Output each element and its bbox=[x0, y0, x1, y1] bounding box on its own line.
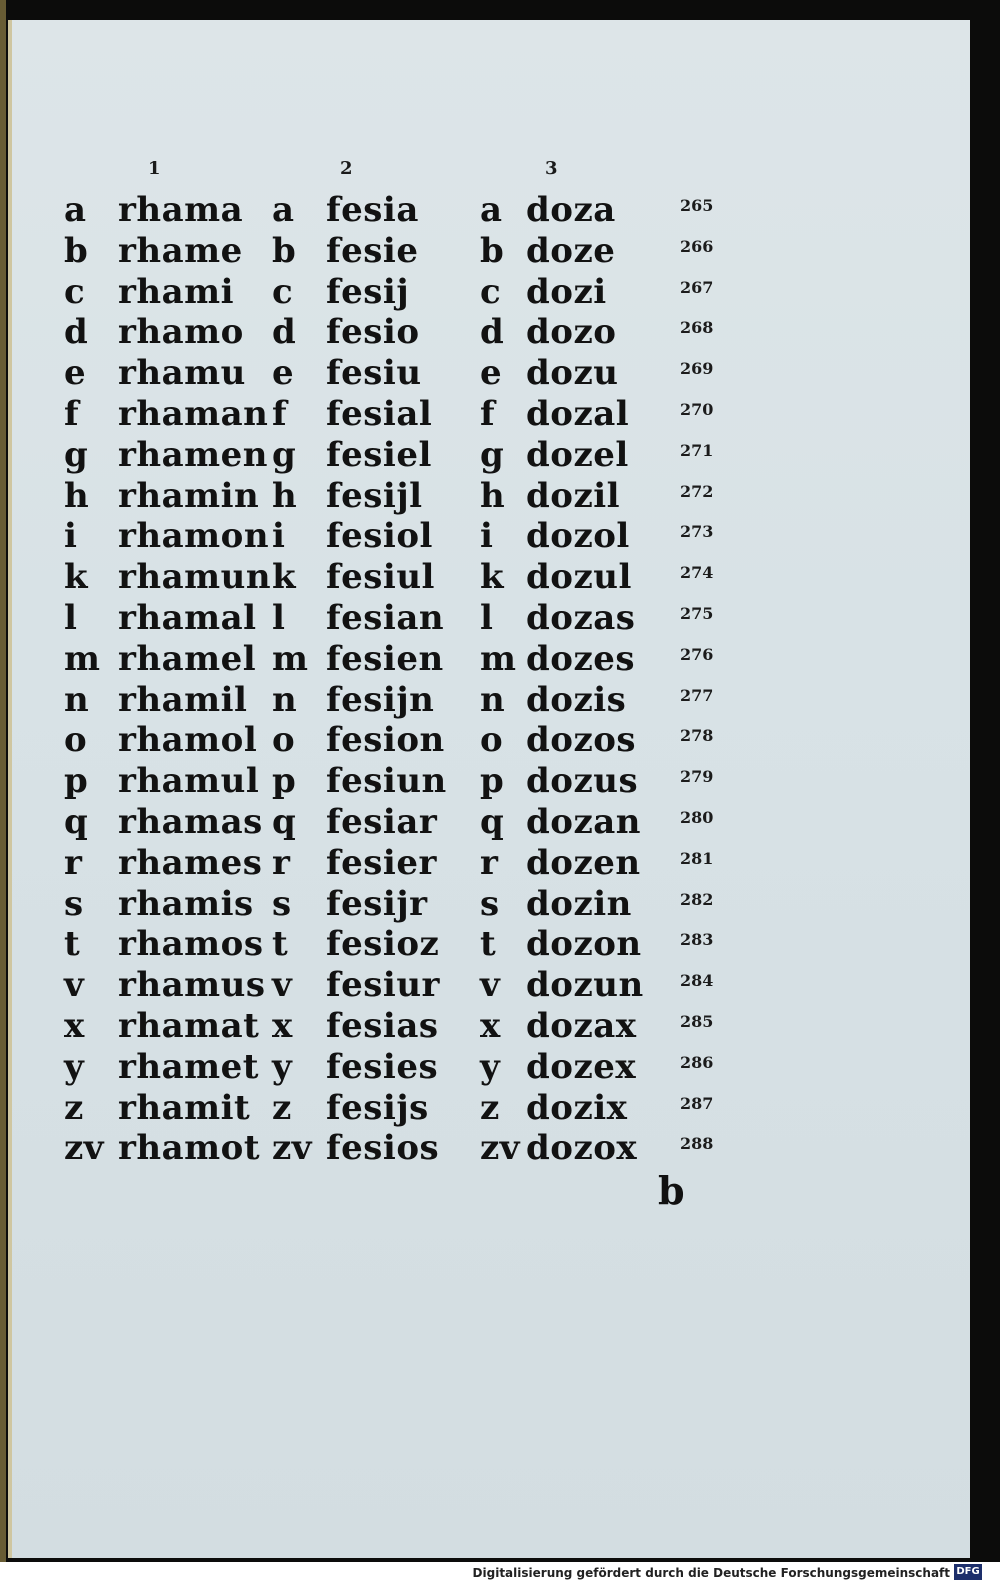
table-row bbox=[0, 1047, 1000, 1088]
row-word-col2: fesias bbox=[326, 1006, 439, 1046]
row-word-col3: dozex bbox=[526, 1046, 637, 1087]
row-word-col3: dozix bbox=[526, 1087, 628, 1128]
row-letter-col1: i bbox=[64, 516, 78, 557]
row-word-col3: dozol bbox=[526, 516, 630, 557]
row-letter-col2: t bbox=[272, 924, 289, 965]
row-word-col1: rhamun bbox=[118, 557, 272, 598]
row-word-col2: fesijr bbox=[326, 883, 428, 924]
table-row bbox=[0, 761, 1000, 802]
row-word-col3: dozen bbox=[526, 842, 641, 883]
row-letter-col1: r bbox=[64, 842, 83, 883]
row-letter-col3: s bbox=[480, 883, 500, 924]
table-row bbox=[0, 680, 1000, 721]
row-word-col1: rhamos bbox=[118, 924, 264, 965]
row-word-col1: rhami bbox=[118, 271, 235, 312]
row-letter-col2: e bbox=[272, 353, 295, 394]
row-letter-col1: g bbox=[64, 434, 89, 475]
row-word-col2: fesijn bbox=[326, 679, 435, 720]
row-number: 275 bbox=[680, 604, 714, 623]
row-word-col1: rhamet bbox=[118, 1046, 259, 1087]
row-letter-col3: a bbox=[480, 190, 503, 230]
table-row bbox=[0, 231, 1000, 272]
row-word-col2: fesien bbox=[326, 638, 444, 679]
row-letter-col1: s bbox=[64, 883, 84, 924]
row-number: 267 bbox=[680, 277, 714, 297]
row-letter-col2: l bbox=[272, 598, 286, 638]
row-letter-col1: v bbox=[64, 965, 85, 1006]
row-letter-col1: m bbox=[64, 638, 101, 679]
row-word-col2: fesia bbox=[326, 190, 419, 230]
row-word-col2: fesiur bbox=[326, 965, 440, 1006]
row-letter-col2: n bbox=[272, 679, 298, 720]
table-row bbox=[0, 720, 1000, 761]
row-letter-col1: e bbox=[64, 353, 87, 394]
row-letter-col2: q bbox=[272, 802, 297, 842]
row-word-col2: fesiol bbox=[326, 516, 433, 557]
row-word-col1: rhamus bbox=[118, 965, 266, 1006]
row-word-col1: rhamal bbox=[118, 598, 257, 638]
row-letter-col3: r bbox=[480, 842, 499, 883]
table-row bbox=[0, 190, 1000, 231]
row-letter-col1: n bbox=[64, 679, 90, 720]
row-letter-col2: a bbox=[272, 190, 295, 230]
row-word-col2: fesio bbox=[326, 312, 420, 353]
table-row bbox=[0, 1128, 1000, 1169]
table-row bbox=[0, 476, 1000, 517]
row-letter-col2: c bbox=[272, 271, 294, 312]
row-number: 269 bbox=[680, 359, 714, 379]
row-word-col3: dozin bbox=[526, 883, 632, 924]
row-letter-col3: o bbox=[480, 720, 504, 761]
table-row bbox=[0, 516, 1000, 557]
row-letter-col1: a bbox=[64, 190, 87, 230]
row-letter-col2: y bbox=[272, 1046, 293, 1087]
row-number: 270 bbox=[680, 400, 714, 419]
row-word-col1: rhamas bbox=[118, 802, 263, 842]
row-number: 265 bbox=[680, 196, 714, 215]
row-letter-col1: q bbox=[64, 802, 89, 842]
row-letter-col2: g bbox=[272, 434, 297, 475]
row-letter-col3: i bbox=[480, 516, 494, 557]
row-letter-col1: k bbox=[64, 557, 89, 598]
row-letter-col3: c bbox=[480, 271, 502, 312]
row-word-col2: fesios bbox=[326, 1128, 440, 1169]
table-row bbox=[0, 802, 1000, 843]
row-letter-col1: d bbox=[64, 312, 89, 353]
row-letter-col3: m bbox=[480, 638, 517, 679]
row-letter-col3: b bbox=[480, 230, 505, 271]
row-number: 283 bbox=[680, 930, 714, 950]
row-letter-col2: i bbox=[272, 516, 286, 557]
row-word-col1: rhamo bbox=[118, 312, 244, 353]
row-letter-col2: r bbox=[272, 842, 291, 883]
row-letter-col3: x bbox=[480, 1006, 501, 1046]
table-row bbox=[0, 394, 1000, 435]
row-letter-col2: m bbox=[272, 638, 309, 679]
row-letter-col2: z bbox=[272, 1087, 292, 1128]
dfg-logo: DFG bbox=[954, 1564, 982, 1580]
row-word-col3: dozax bbox=[526, 1006, 637, 1046]
row-letter-col1: f bbox=[64, 394, 80, 434]
row-number: 276 bbox=[680, 644, 714, 664]
row-word-col1: rhaman bbox=[118, 394, 269, 434]
row-number: 277 bbox=[680, 685, 714, 705]
row-word-col2: fesijs bbox=[326, 1087, 429, 1128]
table-row bbox=[0, 843, 1000, 884]
row-word-col3: doza bbox=[526, 190, 616, 230]
row-word-col2: fesiun bbox=[326, 761, 447, 802]
row-word-col3: dozos bbox=[526, 720, 637, 761]
row-number: 284 bbox=[680, 971, 714, 991]
row-word-col3: dozi bbox=[526, 271, 607, 312]
row-letter-col1: y bbox=[64, 1046, 85, 1087]
row-letter-col2: v bbox=[272, 965, 293, 1006]
row-word-col3: dozon bbox=[526, 924, 642, 965]
row-word-col3: doze bbox=[526, 230, 616, 271]
row-letter-col3: y bbox=[480, 1046, 501, 1087]
row-letter-col1: x bbox=[64, 1006, 85, 1046]
row-word-col3: dozus bbox=[526, 761, 639, 802]
row-letter-col2: h bbox=[272, 475, 298, 516]
table-row bbox=[0, 639, 1000, 680]
row-number: 285 bbox=[680, 1012, 714, 1031]
table-row bbox=[0, 312, 1000, 353]
table-row bbox=[0, 272, 1000, 313]
table-row bbox=[0, 353, 1000, 394]
row-letter-col3: k bbox=[480, 557, 505, 598]
row-word-col1: rhamis bbox=[118, 883, 254, 924]
row-letter-col3: d bbox=[480, 312, 505, 353]
row-letter-col2: b bbox=[272, 230, 297, 271]
row-word-col3: dozun bbox=[526, 965, 644, 1006]
row-letter-col3: n bbox=[480, 679, 506, 720]
row-number: 288 bbox=[680, 1134, 714, 1154]
column-number-1: 1 bbox=[148, 158, 161, 179]
row-word-col1: rhamen bbox=[118, 434, 268, 475]
row-letter-col3: z bbox=[480, 1087, 500, 1128]
row-word-col2: fesier bbox=[326, 842, 437, 883]
row-letter-col1: p bbox=[64, 761, 89, 802]
row-word-col1: rhamul bbox=[118, 761, 260, 802]
table-row bbox=[0, 965, 1000, 1006]
row-number: 286 bbox=[680, 1052, 714, 1072]
row-word-col1: rhamat bbox=[118, 1006, 260, 1046]
row-word-col3: dozil bbox=[526, 475, 621, 516]
row-word-col2: fesiu bbox=[326, 353, 422, 394]
row-letter-col1: b bbox=[64, 230, 89, 271]
row-letter-col3: t bbox=[480, 924, 497, 965]
row-letter-col1: c bbox=[64, 271, 86, 312]
row-word-col1: rhamin bbox=[118, 475, 260, 516]
row-word-col1: rhame bbox=[118, 230, 243, 271]
row-letter-col2: d bbox=[272, 312, 297, 353]
row-word-col3: dozis bbox=[526, 679, 627, 720]
row-letter-col3: l bbox=[480, 598, 494, 638]
table-row bbox=[0, 1088, 1000, 1129]
row-letter-col2: f bbox=[272, 394, 288, 434]
row-letter-col1: zv bbox=[64, 1128, 105, 1169]
row-word-col3: dozox bbox=[526, 1128, 638, 1169]
row-number: 268 bbox=[680, 318, 714, 338]
row-word-col1: rhames bbox=[118, 842, 263, 883]
row-word-col3: dozel bbox=[526, 434, 629, 475]
row-word-col2: fesie bbox=[326, 230, 419, 271]
row-word-col2: fesioz bbox=[326, 924, 440, 965]
row-number: 279 bbox=[680, 767, 714, 787]
row-word-col1: rhamil bbox=[118, 679, 248, 720]
row-word-col3: dozo bbox=[526, 312, 617, 353]
row-letter-col1: z bbox=[64, 1087, 84, 1128]
row-word-col2: fesian bbox=[326, 598, 445, 638]
row-letter-col3: f bbox=[480, 394, 496, 434]
row-number: 287 bbox=[680, 1093, 714, 1113]
row-word-col2: fesijl bbox=[326, 475, 423, 516]
row-word-col2: fesiul bbox=[326, 557, 435, 598]
row-letter-col2: zv bbox=[272, 1128, 313, 1169]
row-word-col2: fesion bbox=[326, 720, 445, 761]
row-letter-col3: q bbox=[480, 802, 505, 842]
row-word-col1: rhama bbox=[118, 190, 244, 230]
row-number: 273 bbox=[680, 522, 714, 542]
row-word-col2: fesial bbox=[326, 394, 433, 434]
signature-mark: b bbox=[658, 1168, 685, 1213]
table-row bbox=[0, 924, 1000, 965]
row-letter-col1: l bbox=[64, 598, 78, 638]
row-letter-col2: p bbox=[272, 761, 297, 802]
row-letter-col2: s bbox=[272, 883, 292, 924]
table-row bbox=[0, 598, 1000, 639]
row-word-col2: fesiel bbox=[326, 434, 432, 475]
table-row bbox=[0, 557, 1000, 598]
row-letter-col3: p bbox=[480, 761, 505, 802]
row-number: 281 bbox=[680, 848, 714, 868]
row-number: 266 bbox=[680, 236, 714, 256]
row-number: 274 bbox=[680, 563, 714, 583]
row-word-col2: fesies bbox=[326, 1046, 439, 1087]
table-row bbox=[0, 435, 1000, 476]
row-letter-col2: x bbox=[272, 1006, 293, 1046]
row-letter-col2: k bbox=[272, 557, 297, 598]
row-word-col3: dozu bbox=[526, 353, 619, 394]
table-row bbox=[0, 884, 1000, 925]
row-word-col1: rhamot bbox=[118, 1128, 261, 1169]
row-letter-col1: t bbox=[64, 924, 81, 965]
row-letter-col3: g bbox=[480, 434, 505, 475]
row-word-col3: dozul bbox=[526, 557, 632, 598]
row-word-col1: rhamel bbox=[118, 638, 257, 679]
row-word-col1: rhamit bbox=[118, 1087, 251, 1128]
row-number: 282 bbox=[680, 889, 714, 909]
row-number: 278 bbox=[680, 726, 714, 746]
row-number: 280 bbox=[680, 808, 714, 827]
row-letter-col3: zv bbox=[480, 1128, 521, 1169]
row-letter-col3: e bbox=[480, 353, 503, 394]
row-letter-col1: h bbox=[64, 475, 90, 516]
row-word-col3: dozan bbox=[526, 802, 642, 842]
row-word-col1: rhamon bbox=[118, 516, 270, 557]
row-number: 272 bbox=[680, 481, 714, 501]
footer-credit: Digitalisierung gefördert durch die Deutsche Forschungsgemeinschaft bbox=[472, 1566, 950, 1580]
row-word-col3: dozal bbox=[526, 394, 630, 434]
row-number: 271 bbox=[680, 440, 714, 460]
row-word-col2: fesiar bbox=[326, 802, 438, 842]
row-letter-col1: o bbox=[64, 720, 88, 761]
row-word-col1: rhamol bbox=[118, 720, 258, 761]
row-letter-col2: o bbox=[272, 720, 296, 761]
row-letter-col3: h bbox=[480, 475, 506, 516]
column-number-3: 3 bbox=[545, 158, 558, 179]
row-letter-col3: v bbox=[480, 965, 501, 1006]
column-number-2: 2 bbox=[340, 158, 353, 179]
row-word-col2: fesij bbox=[326, 271, 410, 312]
row-word-col3: dozes bbox=[526, 638, 636, 679]
row-word-col3: dozas bbox=[526, 598, 636, 638]
row-word-col1: rhamu bbox=[118, 353, 246, 394]
table-row bbox=[0, 1006, 1000, 1047]
